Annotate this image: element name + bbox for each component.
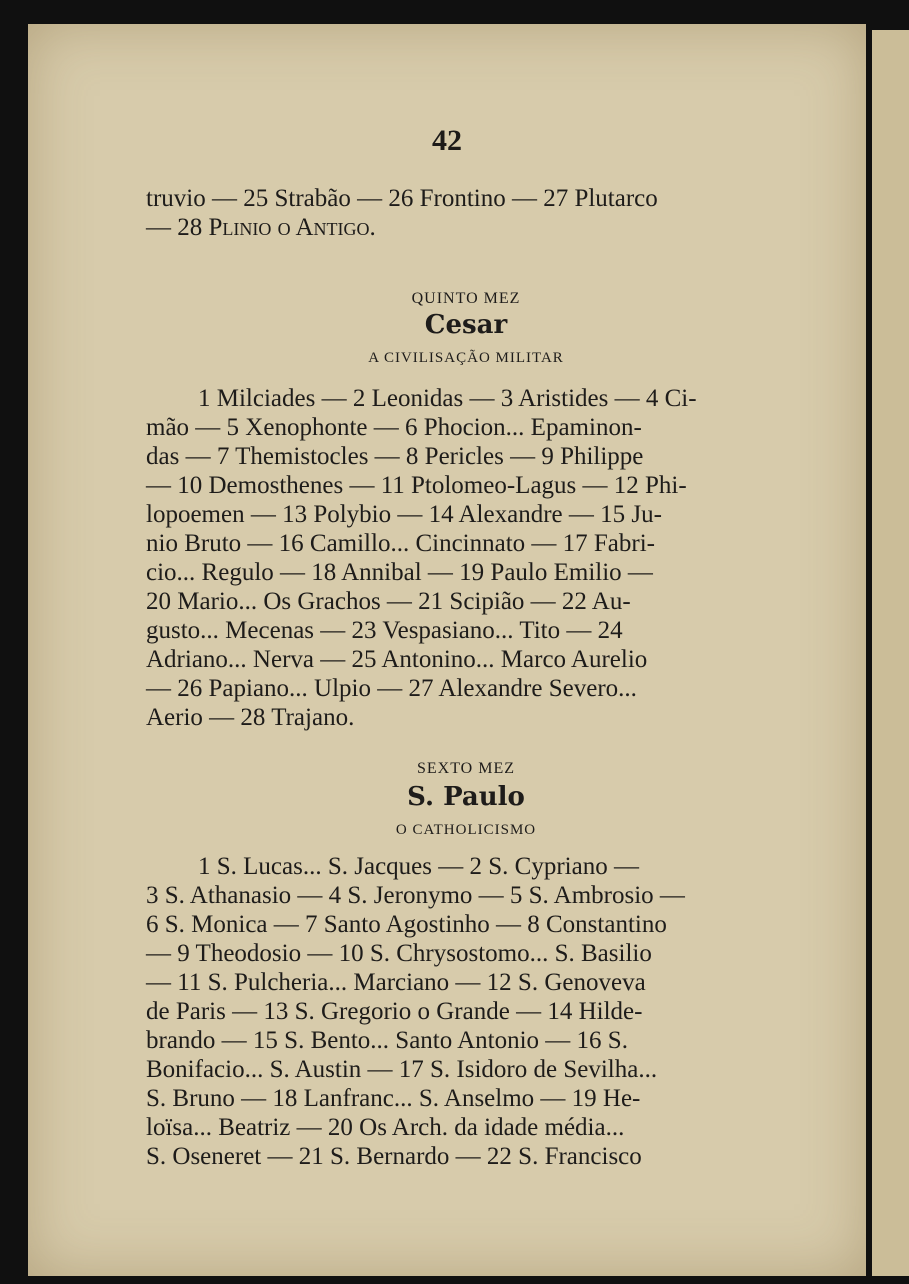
section6-line: S. Oseneret — 21 S. Bernardo — 22 S. Francisco — [146, 1143, 642, 1170]
section6-line: loïsa... Beatriz — 20 Os Arch. da idade média... — [146, 1114, 625, 1141]
section6-line: brando — 15 S. Bento... Santo Antonio — 16 S. — [146, 1027, 628, 1054]
section6-line: 1 S. Lucas... S. Jacques — 2 S. Cypriano — — [198, 853, 639, 880]
section6-line: S. Bruno — 18 Lanfranc... S. Anselmo — 19 He- — [146, 1085, 641, 1112]
section5-line: nio Bruto — 16 Camillo... Cincinnato — 17 Fabri- — [146, 530, 655, 557]
section5-line: 20 Mario... Os Grachos — 21 Scipião — 22 Au- — [146, 588, 631, 615]
section5-body — [146, 384, 786, 732]
section5-line: gusto... Mecenas — 23 Vespasiano... Tito — 24 — [146, 617, 623, 644]
intro-line-2 — [146, 213, 786, 242]
section5-line: — 26 Papiano... Ulpio — 27 Alexandre Severo... — [146, 675, 637, 702]
section6-line: Bonifacio... S. Austin — 17 S. Isidoro de Sevilha... — [146, 1056, 658, 1083]
intro-line-2-prefix: — 28 — [146, 214, 209, 241]
section5-line: Aerio — 28 Trajano. — [146, 704, 355, 731]
section6-line: 3 S. Athanasio — 4 S. Jeronymo — 5 S. Ambrosio — — [146, 882, 685, 909]
section5-line: cio... Regulo — 18 Annibal — 19 Paulo Emilio — — [146, 559, 653, 586]
intro-text — [146, 184, 786, 242]
section6-line: — 11 S. Pulcheria... Marciano — 12 S. Genoveva — [146, 969, 646, 996]
intro-line-1: truvio — 25 Strabão — 26 Frontino — 27 Plutarco — [146, 185, 658, 212]
section5-line: mão — 5 Xenophonte — 6 Phocion... Epaminon- — [146, 414, 642, 441]
section6-line: 6 S. Monica — 7 Santo Agostinho — 8 Constantino — [146, 911, 667, 938]
section5-line: — 10 Demosthenes — 11 Ptolomeo-Lagus — 12 Phi- — [146, 472, 687, 499]
section5-line: 1 Milciades — 2 Leonidas — 3 Aristides — 4 Ci- — [198, 385, 697, 412]
section5-line: lopoemen — 13 Polybio — 14 Alexandre — 15 Ju- — [146, 501, 662, 528]
section5-patron: Cesar — [424, 310, 508, 340]
section6-subtitle: O CATHOLICISMO — [395, 822, 537, 838]
section5-line: Adriano... Nerva — 25 Antonino... Marco Aurelio — [146, 646, 648, 673]
section6-body — [146, 852, 786, 1171]
section6-patron: S. Paulo — [407, 782, 525, 812]
section6-line: de Paris — 13 S. Gregorio o Grande — 14 Hilde- — [146, 998, 643, 1025]
book-page — [28, 24, 866, 1276]
section5-month: QUINTO MEZ — [411, 290, 521, 307]
section5-subtitle: A CIVILISAÇÃO MILITAR — [368, 350, 564, 366]
adjacent-page-edge — [872, 30, 909, 1276]
page-number: 42 — [432, 124, 462, 157]
section6-line: — 9 Theodosio — 10 S. Chrysostomo... S. Basilio — [146, 940, 652, 967]
section5-line: das — 7 Themistocles — 8 Pericles — 9 Philippe — [146, 443, 644, 470]
section6-month: SEXTO MEZ — [416, 760, 516, 777]
plinio-name: Plinio o Antigo. — [208, 214, 376, 241]
